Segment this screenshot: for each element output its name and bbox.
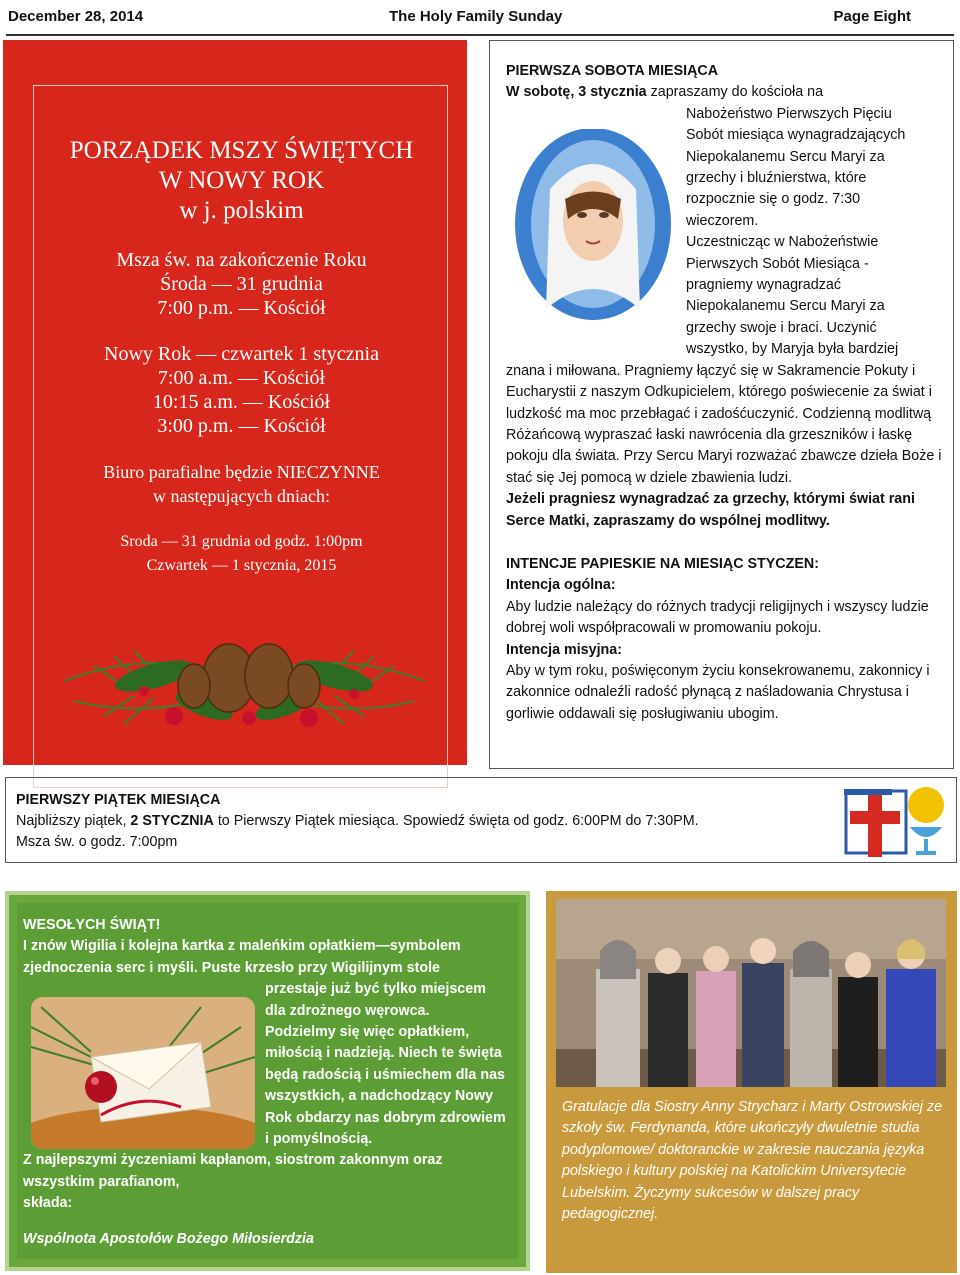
first-saturday-indented [506,104,946,361]
general-intention-label: Intencja ogólna: [506,577,616,594]
first-saturday-lead [506,82,946,103]
christmas-closing-3: składa: [23,1195,73,1212]
first-friday-mass: Msza św. o godz. 7:00pm [16,834,178,850]
text-line: Uczestnicząc w Nabożeństwie [686,234,879,251]
new-year-title-3: w j. polskim [179,197,304,224]
text-line: Sobót miesiąca wynagradzających [686,127,906,144]
text-line: wieczorem. [686,212,759,229]
new-year-day-line-1: Nowy Rok — czwartek 1 stycznia [104,343,379,365]
cross-chalice-icon [838,781,948,861]
congratulations-box [546,891,957,1273]
new-year-schedule [34,136,449,578]
header-page: Page Eight [833,8,911,25]
text-line: pragniemy wynagradzać [686,277,841,294]
first-friday-pre: Najbliższy piątek, [16,813,131,829]
new-year-inner-frame [33,85,448,788]
new-year-day-line-2: 7:00 a.m. — Kościół [157,367,326,389]
new-year-day-line-4: 3:00 p.m. — Kościół [157,415,326,437]
first-saturday-date: W sobotę, 3 stycznia [506,84,647,101]
text-line: Rok obdarzy nas dobrym zdrowiem [265,1109,506,1126]
header-title: The Holy Family Sunday [389,8,563,25]
header-divider [6,34,954,36]
text-line: Podzielmy się więc opłatkiem, [265,1024,470,1041]
first-friday-text [16,790,796,853]
page-header [8,8,952,32]
office-closed-date-2: Czwartek — 1 stycznia, 2015 [146,557,337,574]
group-photo [556,899,946,1087]
text-line: rozpocznie się o godz. 7:30 [686,191,861,208]
christmas-inner [17,903,518,1259]
group-photo-icon [556,899,946,1087]
pine-garland-icon [54,606,434,756]
christmas-heading: WESOŁYCH ŚWIĄT! [23,917,161,933]
eve-mass-line-3: 7:00 p.m. — Kościół [157,297,326,319]
general-intention-text: Aby ludzie należący do różnych tradycji religijnych i wszyscy ludzie dobrej woli współpracowali w promowaniu pokoju. [506,598,929,637]
mission-intention-text: Aby w tym roku, poświęconym życiu konsekrowanemu, zakonnicy i zakonnice odnaleźli radość płynącą z naśladowania Chrystusa i gorliwie oddawali się posługiwaniu ubogim. [506,662,930,722]
header-date: December 28, 2014 [8,8,144,25]
eve-mass-line-2: Środa — 31 grudnia [160,273,323,295]
first-saturday-closing: Jeżeli pragniesz wynagradzać za grzechy, którymi świat rani Serce Matki, zapraszamy do wspólnej modlitwy. [506,491,915,529]
text-line: dla zdrożnego węrowca. [265,1002,430,1019]
text-line: grzechy swoje i braci. Uczynić [686,319,877,336]
eve-mass-line-1: Msza św. na zakończenie Roku [116,249,367,271]
first-saturday-invite: zapraszamy do kościoła na [646,84,824,101]
first-friday-heading: PIERWSZY PIĄTEK MIESIĄCA [16,792,221,808]
christmas-signature: Wspólnota Apostołów Bożego Miłosierdzia [23,1230,314,1247]
office-closed-date-1: Sroda — 31 grudnia od godz. 1:00pm [120,533,363,550]
text-line: będą radością i uśmiechem dla nas [265,1066,505,1083]
first-saturday-heading: PIERWSZA SOBOTA MIESIĄCA [506,63,719,79]
first-friday-info [16,811,796,832]
text-line: grzechy i bluźnierstwa, które [686,170,867,187]
text-line: miłością i nadzieją. Niech te święta [265,1045,502,1062]
first-friday-box [5,777,957,863]
text-line: przestaje już być tylko miejscem [265,981,486,998]
first-saturday-box [489,40,954,769]
first-friday-post: to Pierwszy Piątek miesiąca. Spowiedź święta od godz. 6:00PM do 7:30PM. [213,813,699,829]
text-line: i pomyślnością. [265,1131,373,1148]
new-year-day-line-3: 10:15 a.m. — Kościół [152,391,331,413]
first-friday-date: 2 STYCZNIA [130,813,214,829]
office-closed-line-1: Biuro parafialne będzie NIECZYNNE [103,462,380,482]
new-year-title-1: PORZĄDEK MSZY ŚWIĘTYCH [69,137,414,164]
text-line: wszystko, by Maryja była bardziej [686,341,899,358]
office-closed-line-2: w następujących dniach: [153,486,330,506]
christmas-text [23,909,513,1250]
mission-intention-label: Intencja misyjna: [506,641,623,658]
congratulations-caption: Gratulacje dla Siostry Anny Strycharz i Marty Ostrowskiej ze szkoły św. Ferdynanda, które ukończyły dwuletnie studia podyplomowe/ doktoranckie w zakresie nauczania języka polskiego i kultury polskiej na Katolickim Universytecie Lubelskim. Życzymy sukcesów w dalszej pracy pedagogicznej. [562,1099,943,1223]
first-saturday-text [506,61,946,725]
christmas-line-2: zjednoczenia serc i myśli. Puste krzesło przy Wigilijnym stole [23,959,441,976]
new-year-mass-box [3,40,467,765]
christmas-closing-2: wszystkim parafianom, [23,1173,180,1190]
new-year-title-2: W NOWY ROK [158,167,325,194]
christmas-closing-1: Z najlepszymi życzeniami kapłanom, siostrom zakonnym oraz [23,1152,443,1169]
first-saturday-body: znana i miłowana. Pragniemy łączyć się w Sakramencie Pokuty i Eucharystii z naszym Odkupicielem, którego poświecenie za świat i ludzkość ma moc przebłagać i zadośćuczynić. Codzienną modlitwą Różańcową wypraszać łaski nawrócenia dla grzeszników i łaskę pokoju dla świata. Przy Sercu Maryi rozważać zbawcze dzieła Boże i stać się Jej pomocą w dziele zbawienia ludzi. [506,362,942,486]
text-line: Niepokalanemu Sercu Maryi za [686,148,885,165]
christmas-line-1: I znów Wigilia i kolejna kartka z maleńkim opłatkiem—symbolem [23,938,461,955]
text-line: wszystkich, a nadchodzący Nowy [265,1088,494,1105]
papal-intentions-heading: INTENCJE PAPIESKIE NA MIESIĄC STYCZEN: [506,555,819,572]
text-line: Pierwszych Sobót Miesiąca - [686,255,869,272]
text-line: Nabożeństwo Pierwszych Pięciu [686,105,892,122]
christmas-greeting-box [5,891,530,1271]
text-line: Niepokalanemu Sercu Maryi za [686,298,885,315]
